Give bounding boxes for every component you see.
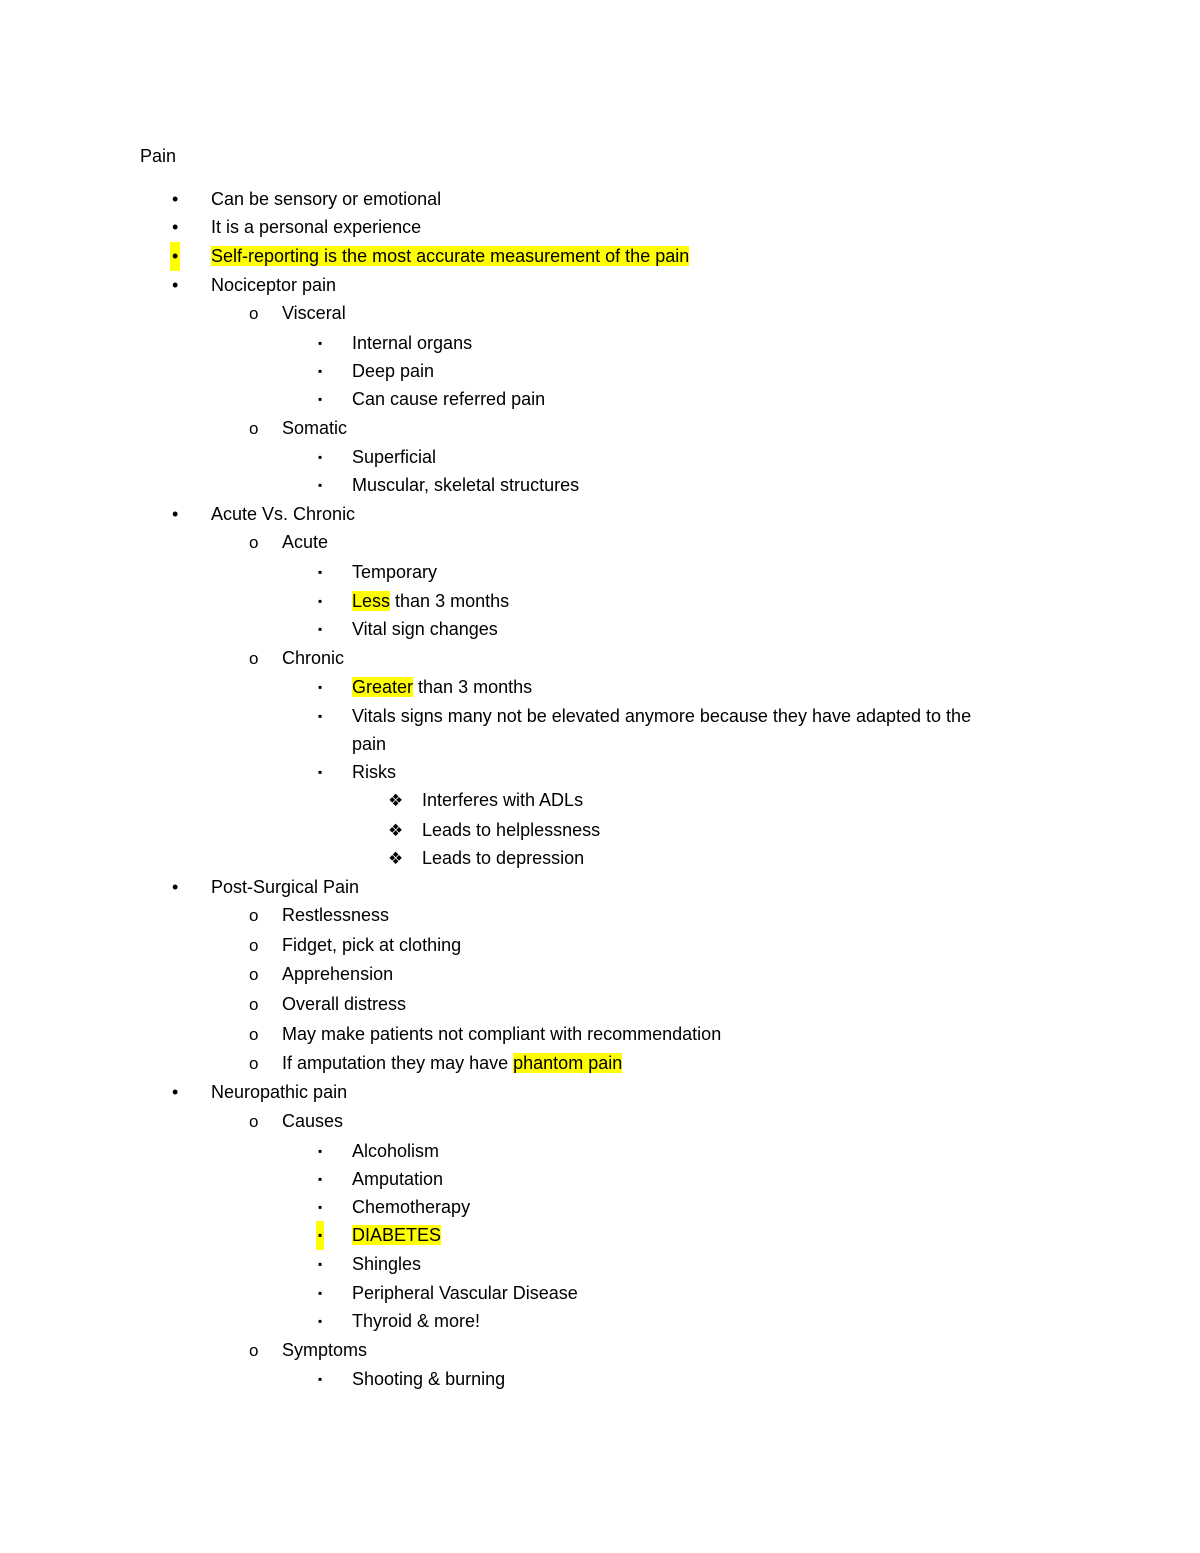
bullet-marker-icon: ▪	[318, 680, 323, 694]
bullet-marker-icon: ▪	[318, 1286, 323, 1300]
list-item-text	[422, 844, 584, 873]
text-segment: Internal organs	[352, 333, 473, 353]
list-item	[0, 185, 1200, 214]
list-item-text	[352, 1221, 441, 1250]
bullet-marker-icon: ▪	[318, 709, 323, 723]
list-item-text	[352, 673, 532, 702]
bullet-marker-icon: •	[172, 504, 179, 524]
list-item-text	[352, 1365, 505, 1394]
bullet-marker-icon: o	[249, 1112, 259, 1131]
bullet-marker-icon: ❖	[388, 791, 404, 810]
text-segment: Vitals signs many not be elevated anymore because they have adapted to the	[352, 706, 972, 726]
list-item	[0, 1365, 1200, 1394]
bullet-marker-icon: ▪	[318, 565, 323, 579]
list-item	[0, 385, 1200, 414]
list-item	[0, 873, 1200, 902]
list-item-text	[352, 587, 509, 616]
list-item	[0, 1107, 1200, 1136]
list-item	[0, 901, 1200, 930]
bullet-marker-icon: ▪	[318, 478, 323, 492]
list-item-text	[352, 758, 396, 787]
list-item-text	[352, 1307, 480, 1336]
text-segment: Shingles	[352, 1254, 422, 1274]
bullet-marker-icon: •	[170, 242, 180, 271]
list-item	[0, 1165, 1200, 1194]
text-segment: Superficial	[352, 447, 437, 467]
list-item	[0, 587, 1200, 616]
list-item	[0, 357, 1200, 386]
list-item-text	[211, 242, 689, 271]
text-segment: Post-Surgical Pain	[211, 877, 360, 897]
bullet-marker-icon: o	[249, 1341, 259, 1360]
list-item	[0, 1336, 1200, 1365]
bullet-marker-icon: ▪	[318, 594, 323, 608]
list-item	[0, 615, 1200, 644]
bullet-marker-icon: ▪	[318, 336, 323, 350]
list-item-text	[352, 443, 436, 472]
text-segment: May make patients not compliant with recommendation	[282, 1024, 722, 1044]
text-segment: Fidget, pick at clothing	[282, 935, 462, 955]
list-item	[0, 1020, 1200, 1049]
list-item-text	[211, 213, 421, 242]
list-item	[0, 1137, 1200, 1166]
list-item-text	[352, 1250, 421, 1279]
list-item	[0, 758, 1200, 787]
text-segment: Symptoms	[282, 1340, 368, 1360]
highlighted-text: DIABETES	[352, 1225, 442, 1245]
text-segment: Shooting & burning	[352, 1369, 506, 1389]
list-item	[0, 299, 1200, 328]
list-item	[0, 242, 1200, 271]
bullet-marker-icon: o	[249, 936, 259, 955]
list-item	[0, 990, 1200, 1019]
bullet-marker-icon: •	[172, 275, 179, 295]
text-segment: Neuropathic pain	[211, 1082, 348, 1102]
list-item-text	[422, 786, 583, 815]
bullet-marker-icon: ▪	[318, 1257, 323, 1271]
bullet-marker-icon: ▪	[318, 1372, 323, 1386]
text-segment: than 3 months	[413, 677, 533, 697]
text-segment: Can be sensory or emotional	[211, 189, 442, 209]
list-item	[0, 702, 1200, 731]
bullet-marker-icon: ▪	[318, 1314, 323, 1328]
text-segment: Can cause referred pain	[352, 389, 546, 409]
text-segment: pain	[352, 734, 387, 754]
list-item	[0, 213, 1200, 242]
list-item	[0, 730, 1200, 759]
text-segment: Chronic	[282, 648, 345, 668]
highlighted-text: Greater	[352, 677, 414, 697]
list-item-text	[282, 931, 461, 960]
text-segment: Interferes with ADLs	[422, 790, 584, 810]
bullet-marker-icon: o	[249, 533, 259, 552]
list-item	[0, 1250, 1200, 1279]
list-item-text	[352, 1165, 443, 1194]
list-item-text	[282, 644, 344, 673]
list-item-text	[282, 528, 328, 557]
bullet-marker-icon: o	[249, 965, 259, 984]
text-segment: Visceral	[282, 303, 346, 323]
bullet-marker-icon: o	[249, 995, 259, 1014]
text-segment: Somatic	[282, 418, 348, 438]
list-item	[0, 1049, 1200, 1078]
bullet-marker-icon: o	[249, 1025, 259, 1044]
text-segment: Restlessness	[282, 905, 390, 925]
bullet-marker-icon: ▪	[318, 622, 323, 636]
list-item	[0, 960, 1200, 989]
text-segment: Acute	[282, 532, 329, 552]
text-segment: Leads to helplessness	[422, 820, 601, 840]
bullet-marker-icon: •	[172, 189, 179, 209]
bullet-marker-icon: ▪	[318, 364, 323, 378]
bullet-marker-icon: •	[172, 1082, 179, 1102]
bullet-marker-icon: o	[249, 419, 259, 438]
highlighted-text: Self-reporting is the most accurate measurement of the pain	[211, 246, 690, 266]
list-item	[0, 271, 1200, 300]
list-item	[0, 1078, 1200, 1107]
list-item-text	[211, 1078, 347, 1107]
highlighted-text: phantom pain	[513, 1053, 623, 1073]
list-item-text	[352, 471, 579, 500]
list-item-text	[352, 730, 386, 759]
list-item	[0, 673, 1200, 702]
list-item	[0, 1307, 1200, 1336]
text-segment: Nociceptor pain	[211, 275, 337, 295]
list-item-text	[422, 816, 600, 845]
list-item	[0, 471, 1200, 500]
list-item-text	[211, 873, 359, 902]
text-segment: Temporary	[352, 562, 438, 582]
list-item	[0, 1279, 1200, 1308]
list-item	[0, 1193, 1200, 1222]
list-item-text	[211, 271, 336, 300]
list-item	[0, 931, 1200, 960]
text-segment: than 3 months	[390, 591, 510, 611]
text-segment: Overall distress	[282, 994, 407, 1014]
list-item-text	[282, 1049, 622, 1078]
list-item-text	[352, 329, 472, 358]
list-item	[0, 528, 1200, 557]
list-item	[0, 1221, 1200, 1250]
text-segment: Peripheral Vascular Disease	[352, 1283, 578, 1303]
highlighted-text: Less	[352, 591, 391, 611]
list-item	[0, 414, 1200, 443]
text-segment: Causes	[282, 1111, 344, 1131]
list-item-text	[282, 1020, 721, 1049]
bullet-marker-icon: o	[249, 304, 259, 323]
list-item-text	[211, 185, 441, 214]
list-item-text	[282, 1107, 343, 1136]
bullet-marker-icon: o	[249, 906, 259, 925]
text-segment: Muscular, skeletal structures	[352, 475, 580, 495]
list-item-text	[352, 357, 434, 386]
list-item-text	[282, 901, 389, 930]
list-item-text	[211, 500, 355, 529]
bullet-marker-icon: o	[249, 649, 259, 668]
list-item	[0, 443, 1200, 472]
bullet-marker-icon: ▪	[318, 450, 323, 464]
text-segment: Vital sign changes	[352, 619, 498, 639]
list-item	[0, 500, 1200, 529]
list-item-text	[352, 1193, 470, 1222]
list-item	[0, 329, 1200, 358]
list-item-text	[282, 414, 347, 443]
list-item-text	[282, 1336, 367, 1365]
list-item-text	[282, 990, 406, 1019]
bullet-marker-icon: ▪	[318, 1200, 323, 1214]
text-segment: If amputation they may have	[282, 1053, 514, 1073]
text-segment: Leads to depression	[422, 848, 585, 868]
text-segment: Thyroid & more!	[352, 1311, 481, 1331]
list-item	[0, 644, 1200, 673]
list-item	[0, 786, 1200, 815]
bullet-marker-icon: ▪	[318, 765, 323, 779]
bullet-marker-icon: ▪	[318, 392, 323, 406]
list-item	[0, 816, 1200, 845]
list-item-text	[352, 385, 545, 414]
document-title: Pain	[140, 146, 177, 166]
list-item-text	[352, 558, 437, 587]
bullet-marker-icon: o	[249, 1054, 259, 1073]
list-item-text	[282, 960, 393, 989]
text-segment: Deep pain	[352, 361, 435, 381]
bullet-marker-icon: ▪	[318, 1144, 323, 1158]
bullet-marker-icon: •	[172, 217, 179, 237]
text-segment: Chemotherapy	[352, 1197, 471, 1217]
list-item-text	[352, 1137, 439, 1166]
bullet-marker-icon: ❖	[388, 849, 404, 868]
bullet-marker-icon: ❖	[388, 821, 404, 840]
text-segment: Acute Vs. Chronic	[211, 504, 356, 524]
text-segment: Risks	[352, 762, 396, 782]
list-item	[0, 558, 1200, 587]
list-item-text	[282, 299, 346, 328]
list-item-text	[352, 1279, 578, 1308]
bullet-marker-icon: ▪	[316, 1221, 324, 1250]
bullet-marker-icon: ▪	[318, 1172, 323, 1186]
text-segment: It is a personal experience	[211, 217, 422, 237]
list-item	[0, 844, 1200, 873]
list-item-text	[352, 615, 498, 644]
list-item-text	[352, 702, 971, 731]
text-segment: Alcoholism	[352, 1141, 440, 1161]
text-segment: Apprehension	[282, 964, 394, 984]
bullet-marker-icon: •	[172, 877, 179, 897]
text-segment: Amputation	[352, 1169, 444, 1189]
